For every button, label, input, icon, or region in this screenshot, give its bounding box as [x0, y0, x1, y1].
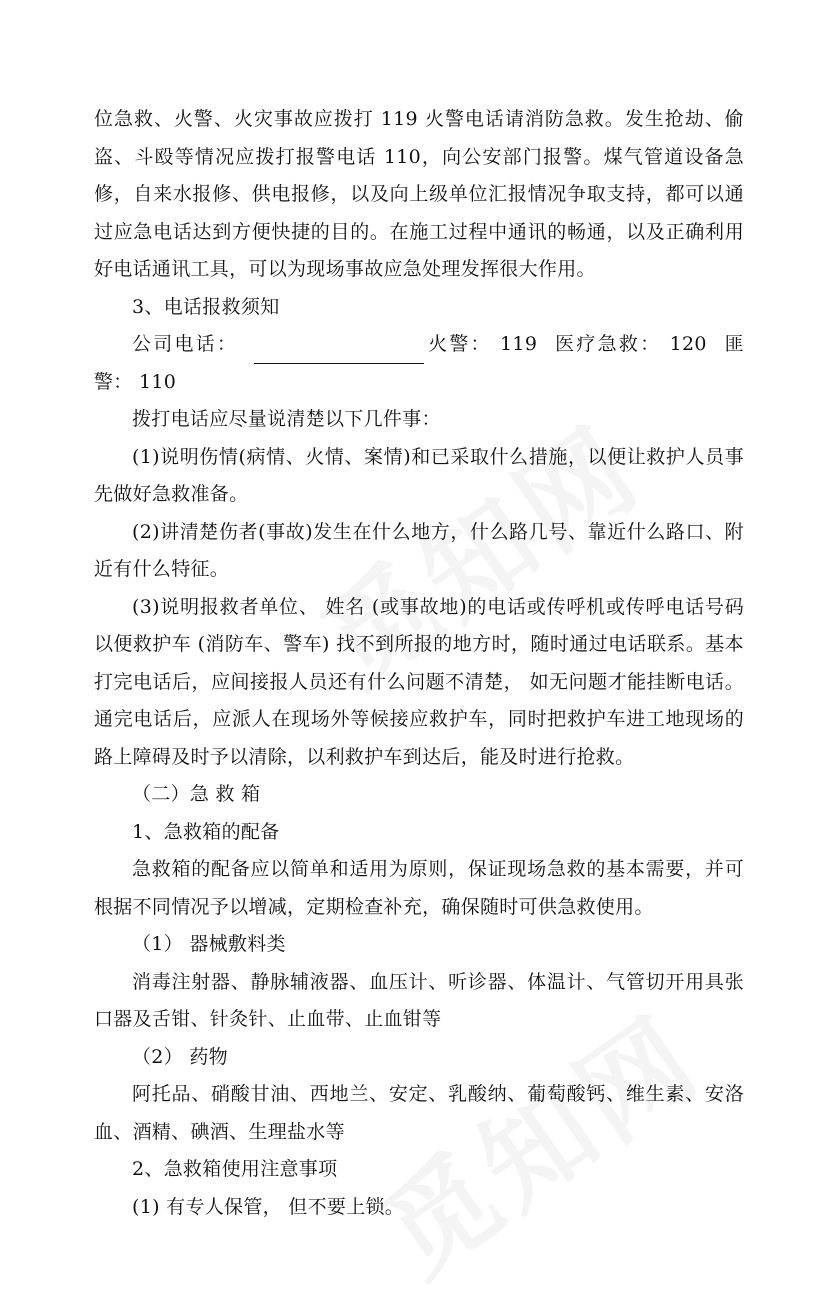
heading-instruments: （1） 器械敷料类	[132, 933, 286, 955]
paragraph-box-usage: (1) 有专人保管， 但不要上锁。	[132, 1195, 405, 1218]
list-item-3: (3)说明报救者单位、 姓名 (或事故地)的电话或传呼机或传呼电话号码以便救护车 (消防车、警车) 找不到所报的地方时，随时通过电话联系。基本打完电话后，应间接报人员还有什么问题不清楚， 如无问题才能挂断电话。通完电话后，应派人在现场外等候接应救护车，同时把救护车进工地现场的路上障碍及时予以清除，以利救护车到达后，能及时进行抢救。	[94, 595, 744, 768]
heading-medicines: （2） 药物	[132, 1045, 228, 1068]
heading-box-usage: 2、急救箱使用注意事项	[132, 1158, 338, 1180]
paragraph-emergency-calls: 位急救、火警、火灾事故应拨打 119 火警电话请消防急救。发生抢劫、偷盗、斗殴等情况应拨打报警电话 110，向公安部门报警。煤气管道设备急修，自来水报修、供电报修，以及向上级单位汇报情况争取支持，都可以通过应急电话达到方便快捷的目的。在施工过程中通讯的畅通，以及正确利用好电话通讯工具，可以为现场事故应急处理发挥很大作用。	[94, 108, 744, 280]
medical-number: 医疗急救： 120	[553, 333, 707, 355]
list-item-2: (2)讲清楚伤者(事故)发生在什么地方，什么路几号、靠近什么路口、附近有什么特征。	[94, 520, 744, 580]
company-phone-label: 公司电话：	[132, 333, 239, 355]
phone-number-line	[94, 326, 744, 401]
paragraph-instructions: 拨打电话应尽量说清楚以下几件事：	[132, 408, 441, 430]
heading-first-aid-box: （二）急 救 箱	[132, 783, 261, 805]
paragraph-medicines: 阿托品、硝酸甘油、西地兰、安定、乳酸纳、葡萄酸钙、维生素、安洛血、酒精、碘酒、生理盐水等	[94, 1083, 744, 1143]
list-item-1: (1)说明伤情(病情、火情、案情)和已采取什么措施，以便让救护人员事先做好急救准备。	[94, 445, 744, 505]
paragraph-box-equipment: 急救箱的配备应以简单和适用为原则，保证现场急救的基本需要，并可根据不同情况予以增减，定期检查补充，确保随时可供急救使用。	[94, 858, 744, 918]
fire-number: 火警： 119	[426, 333, 538, 355]
police-number: 匪警： 110	[94, 333, 744, 393]
document-body	[94, 101, 744, 1226]
paragraph-instruments: 消毒注射器、静脉辅液器、血压计、听诊器、体温计、气管切开用具张口器及舌钳、针灸针、止血带、止血钳等	[94, 970, 744, 1030]
heading-box-equipment: 1、急救箱的配备	[132, 820, 280, 843]
heading-phone-notice: 3、电话报救须知	[132, 295, 280, 318]
company-phone-blank	[254, 341, 424, 364]
